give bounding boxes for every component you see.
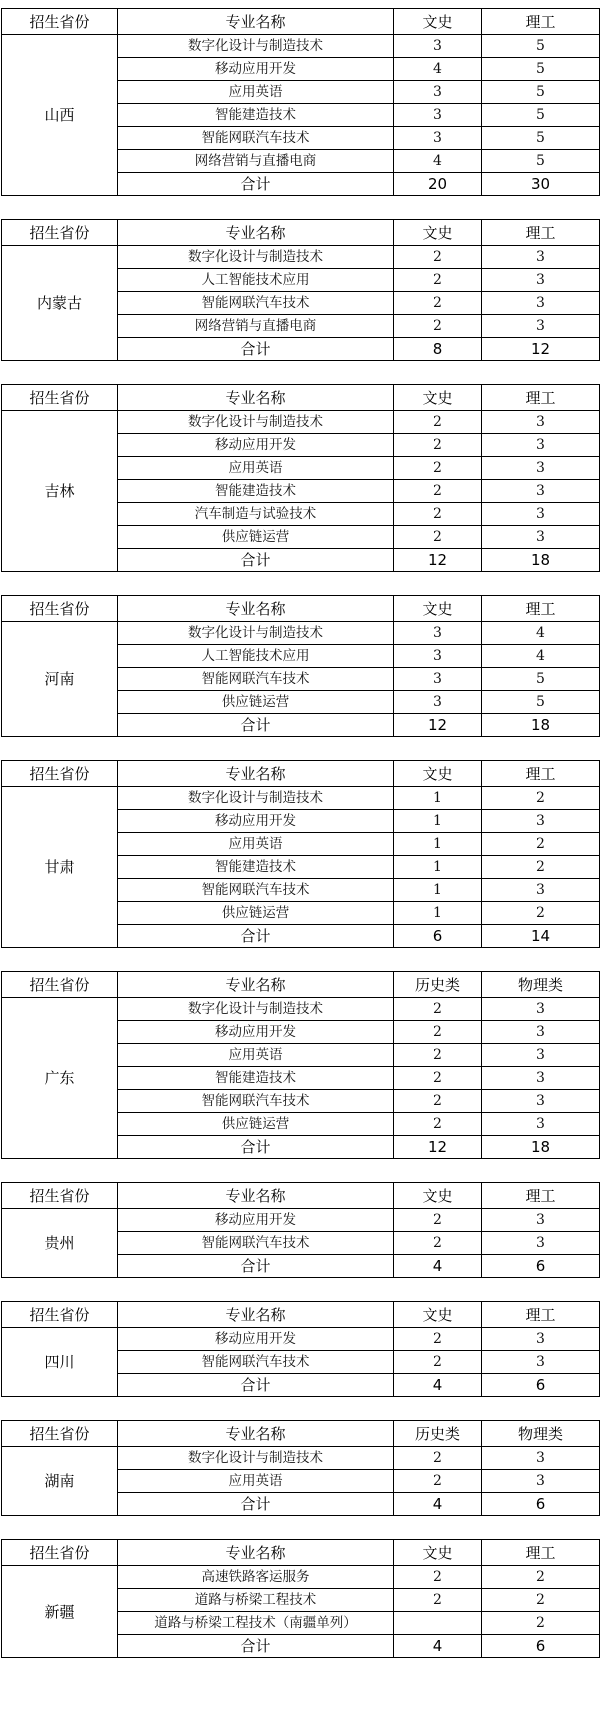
major-name: 人工智能技术应用 bbox=[118, 269, 394, 292]
province-name: 甘肃 bbox=[2, 787, 118, 948]
count-a: 2 bbox=[394, 1566, 482, 1589]
total-label: 合计 bbox=[118, 1493, 394, 1516]
header-col-b: 理工 bbox=[482, 761, 600, 787]
header-col-a: 文史 bbox=[394, 1183, 482, 1209]
header-col-a: 文史 bbox=[394, 761, 482, 787]
total-label: 合计 bbox=[118, 714, 394, 737]
major-name: 应用英语 bbox=[118, 81, 394, 104]
header-province: 招生省份 bbox=[2, 596, 118, 622]
total-a: 12 bbox=[394, 1136, 482, 1159]
table-row bbox=[2, 35, 600, 58]
header-major: 专业名称 bbox=[118, 596, 394, 622]
total-b: 6 bbox=[482, 1255, 600, 1278]
header-province: 招生省份 bbox=[2, 1183, 118, 1209]
header-col-b: 理工 bbox=[482, 1302, 600, 1328]
count-a: 3 bbox=[394, 645, 482, 668]
count-a: 2 bbox=[394, 1447, 482, 1470]
count-a: 2 bbox=[394, 269, 482, 292]
table-row bbox=[2, 998, 600, 1021]
count-b: 3 bbox=[482, 315, 600, 338]
count-a: 2 bbox=[394, 526, 482, 549]
count-b: 3 bbox=[482, 1232, 600, 1255]
major-name: 智能网联汽车技术 bbox=[118, 1090, 394, 1113]
count-a: 2 bbox=[394, 1470, 482, 1493]
total-a: 6 bbox=[394, 925, 482, 948]
count-a: 1 bbox=[394, 856, 482, 879]
major-name: 移动应用开发 bbox=[118, 1021, 394, 1044]
count-b: 2 bbox=[482, 902, 600, 925]
header-row bbox=[2, 596, 600, 622]
count-a: 2 bbox=[394, 1113, 482, 1136]
count-b: 5 bbox=[482, 127, 600, 150]
total-a: 8 bbox=[394, 338, 482, 361]
major-name: 应用英语 bbox=[118, 833, 394, 856]
header-major: 专业名称 bbox=[118, 1540, 394, 1566]
total-b: 6 bbox=[482, 1635, 600, 1658]
count-b: 4 bbox=[482, 622, 600, 645]
province-name: 广东 bbox=[2, 998, 118, 1159]
header-row bbox=[2, 9, 600, 35]
header-col-b: 理工 bbox=[482, 596, 600, 622]
table-row bbox=[2, 1328, 600, 1351]
count-a: 2 bbox=[394, 1328, 482, 1351]
count-a: 2 bbox=[394, 315, 482, 338]
total-label: 合计 bbox=[118, 549, 394, 572]
count-a: 2 bbox=[394, 1021, 482, 1044]
major-name: 智能网联汽车技术 bbox=[118, 1351, 394, 1374]
count-b: 5 bbox=[482, 150, 600, 173]
total-label: 合计 bbox=[118, 1255, 394, 1278]
count-b: 2 bbox=[482, 833, 600, 856]
count-b: 5 bbox=[482, 58, 600, 81]
header-row bbox=[2, 1540, 600, 1566]
total-label: 合计 bbox=[118, 1635, 394, 1658]
count-a: 2 bbox=[394, 1351, 482, 1374]
count-b: 3 bbox=[482, 879, 600, 902]
count-a: 2 bbox=[394, 292, 482, 315]
header-province: 招生省份 bbox=[2, 972, 118, 998]
major-name: 智能网联汽车技术 bbox=[118, 127, 394, 150]
total-a: 4 bbox=[394, 1255, 482, 1278]
province-table bbox=[1, 1301, 600, 1397]
header-row bbox=[2, 220, 600, 246]
table-row bbox=[2, 411, 600, 434]
major-name: 智能建造技术 bbox=[118, 480, 394, 503]
header-col-a: 文史 bbox=[394, 1540, 482, 1566]
major-name: 供应链运营 bbox=[118, 526, 394, 549]
count-b: 3 bbox=[482, 1470, 600, 1493]
province-table bbox=[1, 1182, 600, 1278]
count-a: 3 bbox=[394, 35, 482, 58]
major-name: 道路与桥梁工程技术（南疆单列） bbox=[118, 1612, 394, 1635]
header-province: 招生省份 bbox=[2, 761, 118, 787]
total-b: 12 bbox=[482, 338, 600, 361]
count-b: 3 bbox=[482, 1044, 600, 1067]
count-a: 2 bbox=[394, 1589, 482, 1612]
total-b: 18 bbox=[482, 549, 600, 572]
major-name: 应用英语 bbox=[118, 457, 394, 480]
province-table bbox=[1, 595, 600, 737]
count-a: 1 bbox=[394, 787, 482, 810]
header-col-b: 理工 bbox=[482, 9, 600, 35]
province-table bbox=[1, 8, 600, 196]
major-name: 数字化设计与制造技术 bbox=[118, 998, 394, 1021]
count-a: 2 bbox=[394, 1209, 482, 1232]
header-row bbox=[2, 385, 600, 411]
province-name: 内蒙古 bbox=[2, 246, 118, 361]
province-name: 湖南 bbox=[2, 1447, 118, 1516]
count-b: 3 bbox=[482, 1328, 600, 1351]
total-label: 合计 bbox=[118, 1374, 394, 1397]
count-a: 4 bbox=[394, 58, 482, 81]
count-b: 5 bbox=[482, 35, 600, 58]
count-a: 1 bbox=[394, 879, 482, 902]
header-row bbox=[2, 1302, 600, 1328]
major-name: 智能网联汽车技术 bbox=[118, 879, 394, 902]
count-a: 2 bbox=[394, 480, 482, 503]
count-b: 2 bbox=[482, 1566, 600, 1589]
major-name: 网络营销与直播电商 bbox=[118, 150, 394, 173]
major-name: 汽车制造与试验技术 bbox=[118, 503, 394, 526]
header-major: 专业名称 bbox=[118, 9, 394, 35]
table-row bbox=[2, 622, 600, 645]
count-b: 2 bbox=[482, 1589, 600, 1612]
province-name: 山西 bbox=[2, 35, 118, 196]
province-name: 河南 bbox=[2, 622, 118, 737]
count-b: 3 bbox=[482, 1447, 600, 1470]
header-col-a: 文史 bbox=[394, 596, 482, 622]
total-b: 30 bbox=[482, 173, 600, 196]
header-col-a: 历史类 bbox=[394, 1421, 482, 1447]
count-b: 2 bbox=[482, 787, 600, 810]
header-province: 招生省份 bbox=[2, 9, 118, 35]
count-b: 3 bbox=[482, 292, 600, 315]
header-col-a: 文史 bbox=[394, 1302, 482, 1328]
count-b: 3 bbox=[482, 1021, 600, 1044]
count-a: 3 bbox=[394, 104, 482, 127]
count-a: 2 bbox=[394, 503, 482, 526]
major-name: 网络营销与直播电商 bbox=[118, 315, 394, 338]
count-a: 2 bbox=[394, 246, 482, 269]
header-province: 招生省份 bbox=[2, 385, 118, 411]
major-name: 数字化设计与制造技术 bbox=[118, 411, 394, 434]
header-col-a: 文史 bbox=[394, 9, 482, 35]
count-b: 3 bbox=[482, 1113, 600, 1136]
header-col-a: 历史类 bbox=[394, 972, 482, 998]
total-a: 4 bbox=[394, 1374, 482, 1397]
header-major: 专业名称 bbox=[118, 1302, 394, 1328]
province-name: 新疆 bbox=[2, 1566, 118, 1658]
count-b: 3 bbox=[482, 998, 600, 1021]
count-a: 2 bbox=[394, 457, 482, 480]
header-province: 招生省份 bbox=[2, 1421, 118, 1447]
header-major: 专业名称 bbox=[118, 220, 394, 246]
count-a: 2 bbox=[394, 1232, 482, 1255]
enrollment-tables bbox=[1, 8, 599, 1681]
total-label: 合计 bbox=[118, 1136, 394, 1159]
count-a: 2 bbox=[394, 411, 482, 434]
count-a: 1 bbox=[394, 833, 482, 856]
count-a: 2 bbox=[394, 1090, 482, 1113]
count-a bbox=[394, 1612, 482, 1635]
major-name: 移动应用开发 bbox=[118, 434, 394, 457]
major-name: 数字化设计与制造技术 bbox=[118, 246, 394, 269]
major-name: 智能网联汽车技术 bbox=[118, 668, 394, 691]
count-b: 3 bbox=[482, 526, 600, 549]
count-b: 3 bbox=[482, 1351, 600, 1374]
count-b: 2 bbox=[482, 1612, 600, 1635]
table-row bbox=[2, 246, 600, 269]
total-b: 6 bbox=[482, 1374, 600, 1397]
header-row bbox=[2, 1421, 600, 1447]
province-name: 贵州 bbox=[2, 1209, 118, 1278]
count-a: 2 bbox=[394, 434, 482, 457]
header-col-b: 物理类 bbox=[482, 1421, 600, 1447]
count-b: 3 bbox=[482, 411, 600, 434]
province-name: 四川 bbox=[2, 1328, 118, 1397]
major-name: 智能建造技术 bbox=[118, 104, 394, 127]
major-name: 移动应用开发 bbox=[118, 1328, 394, 1351]
total-b: 14 bbox=[482, 925, 600, 948]
header-province: 招生省份 bbox=[2, 220, 118, 246]
major-name: 移动应用开发 bbox=[118, 1209, 394, 1232]
total-a: 12 bbox=[394, 714, 482, 737]
count-a: 3 bbox=[394, 81, 482, 104]
total-b: 18 bbox=[482, 1136, 600, 1159]
major-name: 供应链运营 bbox=[118, 1113, 394, 1136]
total-a: 4 bbox=[394, 1493, 482, 1516]
header-col-a: 文史 bbox=[394, 220, 482, 246]
header-major: 专业名称 bbox=[118, 972, 394, 998]
major-name: 智能建造技术 bbox=[118, 856, 394, 879]
count-a: 2 bbox=[394, 1044, 482, 1067]
header-col-b: 理工 bbox=[482, 1540, 600, 1566]
province-name: 吉林 bbox=[2, 411, 118, 572]
major-name: 数字化设计与制造技术 bbox=[118, 622, 394, 645]
header-province: 招生省份 bbox=[2, 1302, 118, 1328]
header-col-b: 理工 bbox=[482, 220, 600, 246]
header-major: 专业名称 bbox=[118, 761, 394, 787]
count-b: 3 bbox=[482, 269, 600, 292]
count-a: 3 bbox=[394, 691, 482, 714]
header-row bbox=[2, 761, 600, 787]
total-label: 合计 bbox=[118, 173, 394, 196]
major-name: 人工智能技术应用 bbox=[118, 645, 394, 668]
header-province: 招生省份 bbox=[2, 1540, 118, 1566]
count-b: 5 bbox=[482, 668, 600, 691]
count-b: 3 bbox=[482, 1209, 600, 1232]
table-row bbox=[2, 1566, 600, 1589]
header-col-b: 理工 bbox=[482, 385, 600, 411]
count-a: 3 bbox=[394, 622, 482, 645]
header-major: 专业名称 bbox=[118, 385, 394, 411]
major-name: 数字化设计与制造技术 bbox=[118, 787, 394, 810]
total-label: 合计 bbox=[118, 925, 394, 948]
province-table bbox=[1, 760, 600, 948]
major-name: 智能建造技术 bbox=[118, 1067, 394, 1090]
province-table bbox=[1, 1539, 600, 1658]
header-row bbox=[2, 1183, 600, 1209]
header-col-a: 文史 bbox=[394, 385, 482, 411]
count-a: 1 bbox=[394, 810, 482, 833]
major-name: 供应链运营 bbox=[118, 691, 394, 714]
province-table bbox=[1, 971, 600, 1159]
total-a: 20 bbox=[394, 173, 482, 196]
count-b: 5 bbox=[482, 691, 600, 714]
province-table bbox=[1, 1420, 600, 1516]
count-b: 5 bbox=[482, 104, 600, 127]
major-name: 供应链运营 bbox=[118, 902, 394, 925]
header-row bbox=[2, 972, 600, 998]
total-a: 12 bbox=[394, 549, 482, 572]
header-major: 专业名称 bbox=[118, 1421, 394, 1447]
major-name: 移动应用开发 bbox=[118, 58, 394, 81]
major-name: 数字化设计与制造技术 bbox=[118, 1447, 394, 1470]
major-name: 高速铁路客运服务 bbox=[118, 1566, 394, 1589]
count-a: 3 bbox=[394, 668, 482, 691]
count-a: 2 bbox=[394, 1067, 482, 1090]
major-name: 移动应用开发 bbox=[118, 810, 394, 833]
count-b: 3 bbox=[482, 810, 600, 833]
count-b: 3 bbox=[482, 503, 600, 526]
count-b: 4 bbox=[482, 645, 600, 668]
province-table bbox=[1, 219, 600, 361]
count-b: 3 bbox=[482, 1067, 600, 1090]
major-name: 数字化设计与制造技术 bbox=[118, 35, 394, 58]
count-a: 1 bbox=[394, 902, 482, 925]
major-name: 智能网联汽车技术 bbox=[118, 292, 394, 315]
table-row bbox=[2, 1209, 600, 1232]
count-b: 5 bbox=[482, 81, 600, 104]
count-b: 3 bbox=[482, 480, 600, 503]
count-b: 2 bbox=[482, 856, 600, 879]
major-name: 道路与桥梁工程技术 bbox=[118, 1589, 394, 1612]
count-b: 3 bbox=[482, 457, 600, 480]
major-name: 应用英语 bbox=[118, 1044, 394, 1067]
header-major: 专业名称 bbox=[118, 1183, 394, 1209]
header-col-b: 物理类 bbox=[482, 972, 600, 998]
count-b: 3 bbox=[482, 1090, 600, 1113]
total-label: 合计 bbox=[118, 338, 394, 361]
header-col-b: 理工 bbox=[482, 1183, 600, 1209]
total-a: 4 bbox=[394, 1635, 482, 1658]
table-row bbox=[2, 1447, 600, 1470]
count-a: 3 bbox=[394, 127, 482, 150]
table-row bbox=[2, 787, 600, 810]
count-a: 2 bbox=[394, 998, 482, 1021]
count-a: 4 bbox=[394, 150, 482, 173]
major-name: 应用英语 bbox=[118, 1470, 394, 1493]
province-table bbox=[1, 384, 600, 572]
count-b: 3 bbox=[482, 246, 600, 269]
major-name: 智能网联汽车技术 bbox=[118, 1232, 394, 1255]
total-b: 18 bbox=[482, 714, 600, 737]
count-b: 3 bbox=[482, 434, 600, 457]
total-b: 6 bbox=[482, 1493, 600, 1516]
